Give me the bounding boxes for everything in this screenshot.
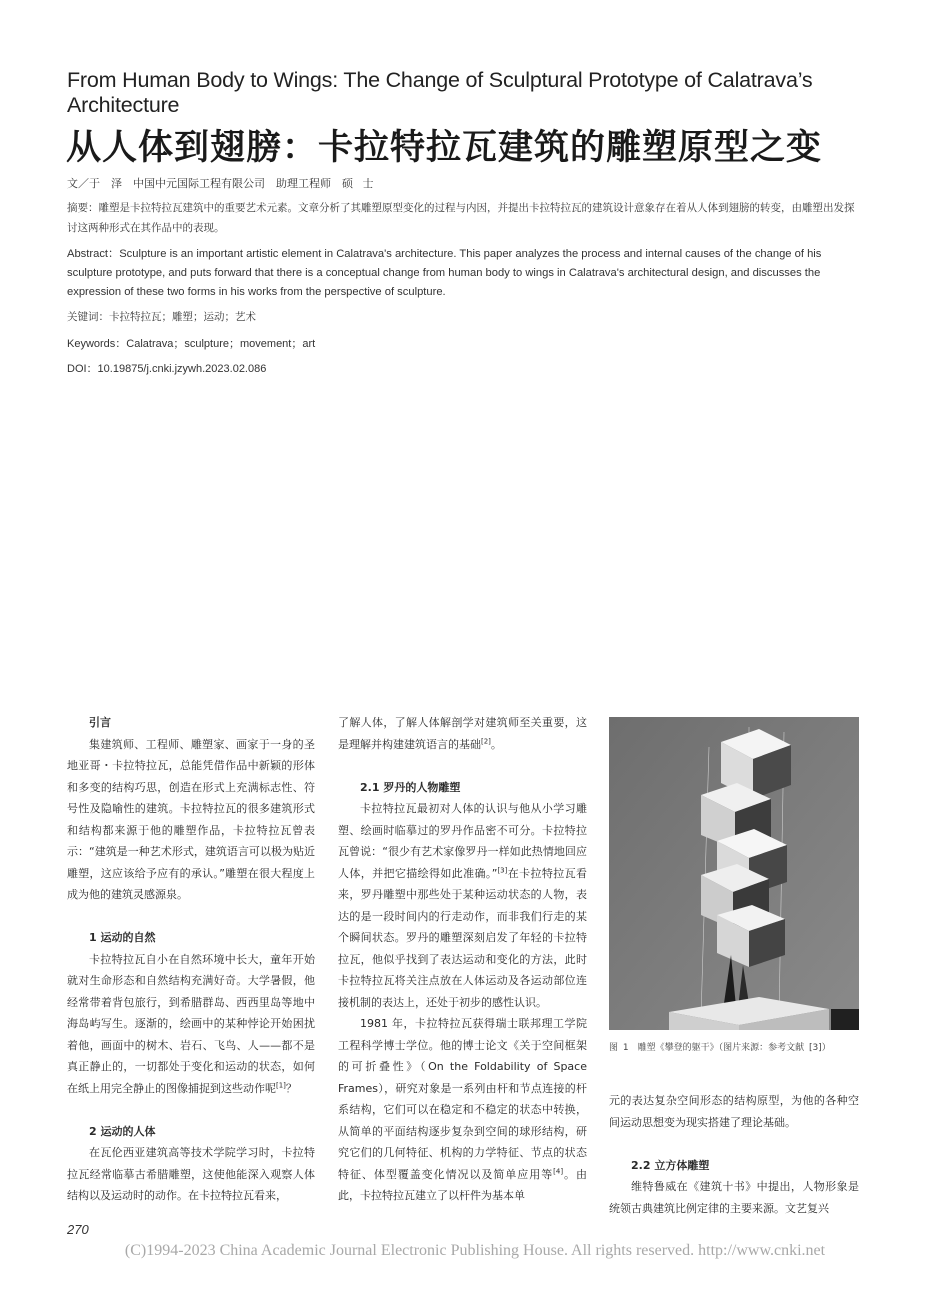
- sculpture-illustration: [609, 717, 859, 1030]
- paragraph-s21-1b: 在卡拉特拉瓦看来，罗丹雕塑中那些处于某种运动状态的人物，表达的是一段时间内的行走动作，而非我们行走的某个瞬间状态。罗丹的雕塑深刻启发了年轻的卡拉特拉瓦，他似乎找到了表达运动和变化的方法，此时卡拉特拉瓦将关注点放在人体运动及各运动部位连接机制的表达上，还处于初步的感性认识。: [338, 866, 587, 1009]
- section-heading-intro: 引言: [89, 716, 111, 729]
- abstract-en: Abstract：Sculpture is an important artistic element in Calatrava's architecture. This paper analyzes the process and internal causes of the change of his sculpture prototype, and puts forward that there is a conceptual change from human body to wings in Calatrava's architectural design, and discusses the expression of these two forms in his works from the perspective of sculpture.: [67, 248, 822, 298]
- citation-3: [3]: [497, 865, 508, 874]
- page-number: 270: [67, 1222, 89, 1237]
- section-heading-1: 1 运动的自然: [89, 931, 156, 944]
- body-column-2: [338, 712, 587, 1207]
- paragraph-s21-2a: 1981 年，卡拉特拉瓦获得瑞士联邦理工学院工程科学博士学位。他的博士论文《关于空间框架的可折叠性》（On the Foldability of Space Frames），研究对象是一系列由杆和节点连接的杆系结构，它们可以在稳定和不稳定的状态中转换，从简单的平面结构逐步复杂到空间的球形结构，研究它们的几何特征、机构的力学特征、节点的状态特征、体型覆盖变化情况以及简单应用等: [338, 1017, 587, 1181]
- section-heading-2-1: 2.1 罗丹的人物雕塑: [360, 780, 461, 794]
- section-heading-2-2: 2.2 立方体雕塑: [631, 1158, 710, 1172]
- paragraph-s2-end: 。: [490, 737, 502, 751]
- copyright-footer: (C)1994-2023 China Academic Journal Electronic Publishing House. All rights reserved. http://www.cnki.net: [124, 1242, 826, 1259]
- doi: DOI：10.19875/j.cnki.jzywh.2023.02.086: [67, 363, 267, 375]
- paragraph-s2-cont-text: 了解人体，了解人体解剖学对建筑师至关重要，这是理解并构建建筑语言的基础: [338, 716, 587, 751]
- paragraph-s21-1: [338, 798, 587, 1013]
- figure-caption: 图 1 雕塑《攀登的躯干》（图片来源：参考文献 [3]）: [609, 1043, 831, 1053]
- paragraph-s21-2: [338, 1013, 587, 1207]
- paragraph-s21-1a: 卡拉特拉瓦最初对人体的认识与他从小学习雕塑、绘画时临摹过的罗丹作品密不可分。卡拉特拉瓦曾说：“很少有艺术家像罗丹一样如此热情地回应人体，并把它描绘得如此准确。”: [338, 802, 587, 880]
- paragraph-intro: 集建筑师、工程师、雕塑家、画家于一身的圣地亚哥・卡拉特拉瓦，总能凭借作品中新颖的形体和多变的结构巧思，创造在形式上充满标志性、符号性及隐喻性的建筑。卡拉特拉瓦的很多建筑形式和结构都来源于他的雕塑作品，卡拉特拉瓦曾表示：“建筑是一种艺术形式，建筑语言可以极为贴近雕塑，这应该给予应有的承认。”雕塑在很大程度上成为他的建筑灵感源泉。: [67, 737, 315, 901]
- keywords-cn: 关键词：卡拉特拉瓦；雕塑；运动；艺术: [67, 311, 256, 323]
- paragraph-s1-text: 卡拉特拉瓦自小在自然环境中长大，童年开始就对生命形态和自然结构充满好奇。大学暑假，他经常带着背包旅行，到希腊群岛、西西里岛等地中海岛屿写生。逐渐的，绘画中的某种悖论开始困扰着他，画面中的树木、岩石、飞鸟、人——都不是真正静止的，一切都处于变化和运动的状态，如何在纸上用完全静止的图像捕捉到这些动作呢: [67, 952, 315, 1095]
- title-cn: 从人体到翅膀：卡拉特拉瓦建筑的雕塑原型之变: [66, 128, 823, 168]
- paragraph-s21-2-cont: 元的表达复杂空间形态的结构原型，为他的各种空间运动思想变为现实搭建了理论基础。: [609, 1094, 859, 1129]
- citation-1: [1]: [276, 1080, 286, 1089]
- paragraph-s21-2b: 。由此，卡拉特拉瓦建立了以杆件为基本单: [338, 1167, 588, 1202]
- author-line: 文／于 泽 中国中元国际工程有限公司 助理工程师 硕 士: [67, 177, 374, 190]
- paragraph-s1: [67, 949, 315, 1100]
- paragraph-s1-end: ？: [285, 1081, 297, 1095]
- section-heading-2: 2 运动的人体: [89, 1124, 156, 1138]
- abstract-cn: 摘要：雕塑是卡拉特拉瓦建筑中的重要艺术元素。文章分析了其雕塑原型变化的过程与内因，并提出卡拉特拉瓦的建筑设计意象存在着从人体到翅膀的转变，由雕塑出发探讨这两种形式在其作品中的表现。: [67, 202, 855, 234]
- paragraph-s22: 维特鲁威在《建筑十书》中提出，人物形象是统领古典建筑比例定律的主要来源。文艺复兴: [609, 1180, 859, 1215]
- paragraph-s2-cont: [338, 712, 587, 755]
- citation-2: [2]: [481, 736, 491, 745]
- figure-sculpture-photo: [609, 717, 859, 1030]
- keywords-en: Keywords：Calatrava；sculpture；movement；art: [67, 338, 316, 350]
- citation-4: [4]: [553, 1166, 564, 1175]
- body-column-3: [609, 1090, 859, 1219]
- body-column-1: [67, 712, 315, 1207]
- title-en: From Human Body to Wings: The Change of Sculptural Prototype of Calatrava’s Architecture: [67, 68, 813, 117]
- paragraph-s2: 在瓦伦西亚建筑高等技术学院学习时，卡拉特拉瓦经常临摹古希腊雕塑，这使他能深入观察人体结构以及运动时的动作。在卡拉特拉瓦看来，: [67, 1146, 315, 1202]
